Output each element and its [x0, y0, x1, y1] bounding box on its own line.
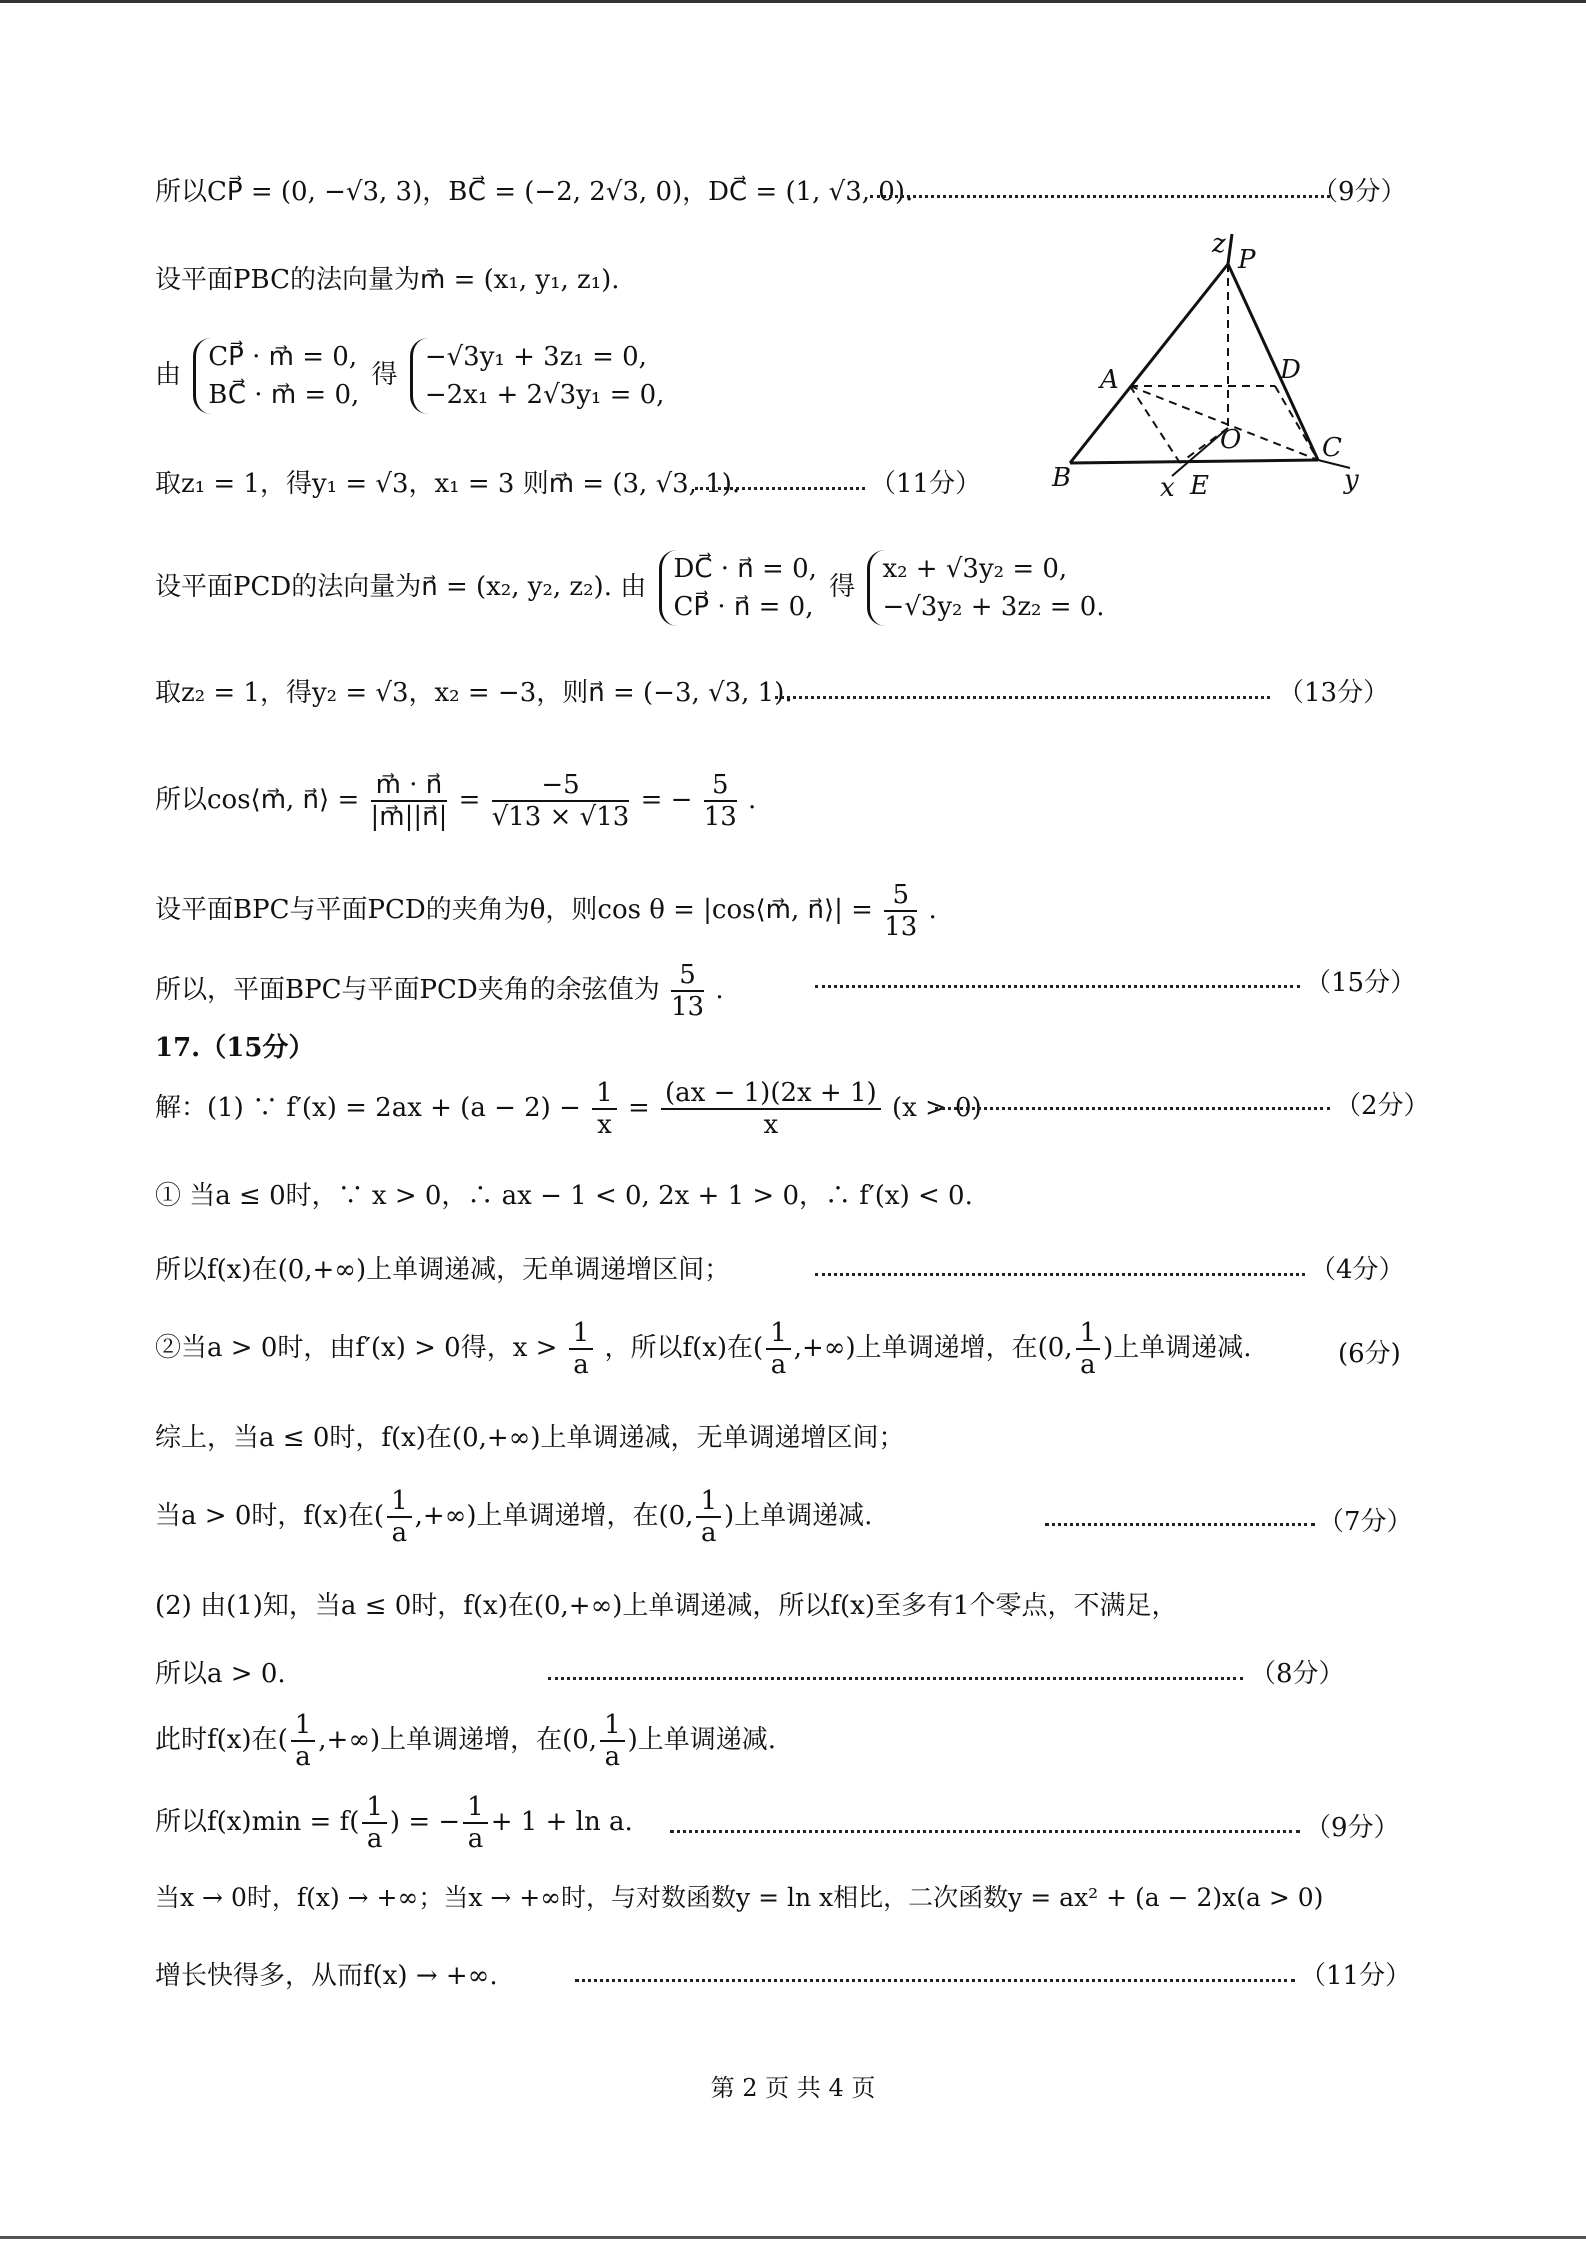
text: 所以，平面BPC与平面PCD夹角的余弦值为: [155, 975, 660, 1005]
denominator: a: [391, 1518, 408, 1548]
label-C: C: [1322, 433, 1342, 463]
text: ②当a > 0时，由f′(x) > 0得，x >: [155, 1333, 558, 1363]
text: ,+∞)上单调递增，在(0,: [414, 1501, 694, 1531]
line-growth: 增长快得多，从而f(x) → +∞.: [155, 1961, 498, 1991]
line-case-1: ① 当a ≤ 0时，∵ x > 0，∴ ax − 1 < 0, 2x + 1 > 0，∴ f′(x) < 0.: [155, 1181, 973, 1211]
edge-PC: [1228, 264, 1318, 460]
line-summary-2: [155, 1486, 872, 1548]
text: 此时f(x)在(: [155, 1725, 288, 1755]
denominator: a: [366, 1824, 383, 1854]
fraction: [704, 770, 737, 832]
dot-leader: [775, 696, 1270, 699]
numerator: (ax − 1)(2x + 1): [661, 1078, 881, 1110]
label-A: A: [1100, 365, 1119, 395]
score-label: （9分）: [1305, 1813, 1400, 1843]
label-P: P: [1238, 245, 1256, 275]
text: )上单调递减.: [723, 1501, 873, 1531]
text: )上单调递减.: [1103, 1333, 1252, 1363]
label-x: x: [1160, 473, 1175, 503]
score-label: （11分）: [870, 469, 982, 499]
text: ,+∞)上单调递增，在(0,: [318, 1725, 598, 1755]
numerator: 5: [671, 960, 704, 992]
fraction: [671, 960, 704, 1022]
line-minimum: [155, 1792, 633, 1854]
text: 得: [829, 572, 856, 602]
label-z: z: [1212, 229, 1226, 259]
numerator: 1: [1076, 1318, 1101, 1350]
numerator: 1: [291, 1710, 316, 1742]
line-a-positive: 所以a > 0.: [155, 1659, 286, 1689]
pyramid-figure: [1050, 228, 1380, 508]
score-label: （13分）: [1278, 678, 1390, 708]
score-label: （9分）: [1312, 177, 1407, 207]
equation: −√3y₂ + 3z₂ = 0.: [882, 592, 1105, 622]
text: 设平面BPC与平面PCD的夹角为θ，则cos θ = |cos⟨m⃗, n⃗⟩| =: [155, 895, 873, 925]
bottom-edge-line: [0, 2236, 1586, 2239]
dot-leader: [815, 985, 1300, 988]
fraction: [291, 1710, 316, 1772]
text: ) = −: [389, 1807, 461, 1837]
equation: −√3y₁ + 3z₁ = 0,: [424, 342, 647, 372]
fraction: [696, 1486, 721, 1548]
line-cos-mn: [155, 770, 756, 832]
score-label: （4分）: [1310, 1255, 1405, 1285]
line-normal-m: 设平面PBC的法向量为m⃗ = (x₁, y₁, z₁).: [155, 265, 620, 295]
denominator: a: [467, 1824, 484, 1854]
text: 当a > 0时，f(x)在(: [155, 1501, 385, 1531]
fraction: [661, 1078, 881, 1140]
text: ，所以f(x)在(: [604, 1333, 764, 1363]
equation: CP⃗ · m⃗ = 0,: [208, 342, 358, 372]
numerator: 5: [884, 880, 917, 912]
equation-system: [193, 338, 359, 414]
page-number: 第 2 页 共 4 页: [710, 2074, 876, 2102]
fraction: [884, 880, 917, 942]
text: = −: [640, 785, 693, 815]
score-label: （7分）: [1318, 1507, 1413, 1537]
score-label: （2分）: [1335, 1091, 1430, 1121]
line-part-2: (2) 由(1)知，当a ≤ 0时，f(x)在(0,+∞)上单调递减，所以f(x)至多有1个零点，不满足，: [155, 1591, 1178, 1621]
numerator: 1: [592, 1078, 617, 1110]
equation: CP⃗ · n⃗ = 0,: [673, 592, 814, 622]
line-system-m: [155, 338, 668, 414]
numerator: 1: [362, 1792, 387, 1824]
text: 所以cos⟨m⃗, n⃗⟩ =: [155, 785, 360, 815]
fraction: [492, 770, 630, 832]
label-y: y: [1344, 465, 1359, 495]
denominator: a: [604, 1742, 621, 1772]
line-case-2: [155, 1318, 1252, 1380]
line-monotonic: [155, 1710, 776, 1772]
numerator: 1: [766, 1318, 791, 1350]
question-heading: 17.（15分）: [155, 1033, 315, 1063]
dot-leader: [1045, 1523, 1315, 1526]
denominator: √13 × √13: [491, 802, 630, 832]
text: =: [458, 785, 481, 815]
denominator: 13: [671, 992, 705, 1022]
score-label: （15分）: [1305, 968, 1417, 998]
line-limits: 当x → 0时，f(x) → +∞；当x → +∞时，与对数函数y = ln x相比，二次函数y = ax² + (a − 2)x(a > 0): [155, 1883, 1324, 1912]
equation-system: [659, 550, 817, 626]
text: (x > 0): [891, 1093, 982, 1123]
dot-leader: [935, 1107, 1330, 1110]
line-angle-theta: [155, 880, 937, 942]
line-cosine-value: [155, 960, 724, 1022]
line-vectors: 所以CP⃗ = (0, −√3, 3)，BC⃗ = (−2, 2√3, 0)，DC⃗ = (1, √3, 0).: [155, 177, 914, 207]
top-edge-line: [0, 0, 1586, 3]
equation: BC⃗ · m⃗ = 0,: [208, 380, 360, 410]
equation: −2x₁ + 2√3y₁ = 0,: [424, 380, 665, 410]
numerator: 1: [569, 1318, 594, 1350]
line-normal-n: [155, 550, 1109, 626]
denominator: a: [1080, 1350, 1096, 1380]
equation-system: [410, 338, 665, 414]
text: .: [748, 785, 757, 815]
denominator: x: [763, 1110, 779, 1140]
numerator: 1: [463, 1792, 488, 1824]
score-label: （11分）: [1300, 1961, 1412, 1991]
dot-leader: [548, 1677, 1243, 1680]
fraction: [766, 1318, 791, 1380]
denominator: x: [597, 1110, 612, 1140]
denominator: 13: [703, 802, 737, 832]
denominator: a: [573, 1350, 589, 1380]
numerator: −5: [492, 770, 630, 802]
line-summary-1: 综上，当a ≤ 0时，f(x)在(0,+∞)上单调递减，无单调递增区间；: [155, 1423, 905, 1453]
numerator: m⃗ · n⃗: [371, 770, 448, 802]
text: 解：(1) ∵ f′(x) = 2ax + (a − 2) −: [155, 1093, 581, 1123]
label-E: E: [1190, 471, 1209, 501]
text: .: [928, 895, 937, 925]
fraction: [362, 1792, 387, 1854]
edge-BC: [1070, 460, 1318, 463]
text: .: [715, 975, 724, 1005]
score-label: （8分）: [1250, 1659, 1345, 1689]
seg-AE: [1130, 386, 1180, 463]
fraction: [371, 770, 448, 832]
text: )上单调递减.: [627, 1725, 777, 1755]
text: 设平面PCD的法向量为n⃗ = (x₂, y₂, z₂). 由: [155, 572, 647, 602]
denominator: 13: [884, 912, 918, 942]
score-label: (6分): [1338, 1339, 1401, 1369]
numerator: 1: [600, 1710, 625, 1742]
text: ,+∞)上单调递增，在(0,: [793, 1333, 1073, 1363]
denominator: a: [700, 1518, 717, 1548]
fraction: [600, 1710, 625, 1772]
dot-leader: [695, 487, 865, 490]
fraction: [463, 1792, 488, 1854]
numerator: 1: [696, 1486, 721, 1518]
fraction: [569, 1318, 594, 1380]
text: + 1 + ln a.: [490, 1807, 633, 1837]
fraction: [387, 1486, 412, 1548]
dot-leader: [815, 1273, 1305, 1276]
denominator: |m⃗||n⃗|: [370, 802, 448, 832]
line-take-z1: 取z₁ = 1，得y₁ = √3，x₁ = 3 则m⃗ = (3, √3, 1).: [155, 469, 741, 499]
denominator: a: [295, 1742, 311, 1772]
dot-leader: [575, 1979, 1295, 1982]
text: 所以f(x)min = f(: [155, 1807, 360, 1837]
text: =: [627, 1093, 650, 1123]
numerator: 1: [387, 1486, 412, 1518]
edge-PB: [1070, 264, 1228, 463]
fraction: [592, 1078, 617, 1140]
text: 得: [371, 360, 398, 390]
label-O: O: [1220, 425, 1242, 455]
equation: DC⃗ · n⃗ = 0,: [673, 554, 817, 584]
equation: x₂ + √3y₂ = 0,: [882, 554, 1068, 584]
label-B: B: [1052, 463, 1072, 493]
line-derivative: [155, 1078, 982, 1140]
label-D: D: [1280, 355, 1301, 385]
axis-z: [1228, 234, 1232, 264]
text: 由: [155, 360, 182, 390]
equation-system: [867, 550, 1104, 626]
dot-leader: [870, 195, 1330, 198]
line-decreasing: 所以f(x)在(0,+∞)上单调递减，无单调递增区间；: [155, 1255, 731, 1285]
edge-DC: [1275, 386, 1318, 460]
dot-leader: [670, 1830, 1300, 1833]
numerator: 5: [704, 770, 737, 802]
denominator: a: [770, 1350, 787, 1380]
line-take-z2: 取z₂ = 1，得y₂ = √3，x₂ = −3，则n⃗ = (−3, √3, 1).: [155, 678, 793, 708]
fraction: [1076, 1318, 1101, 1380]
